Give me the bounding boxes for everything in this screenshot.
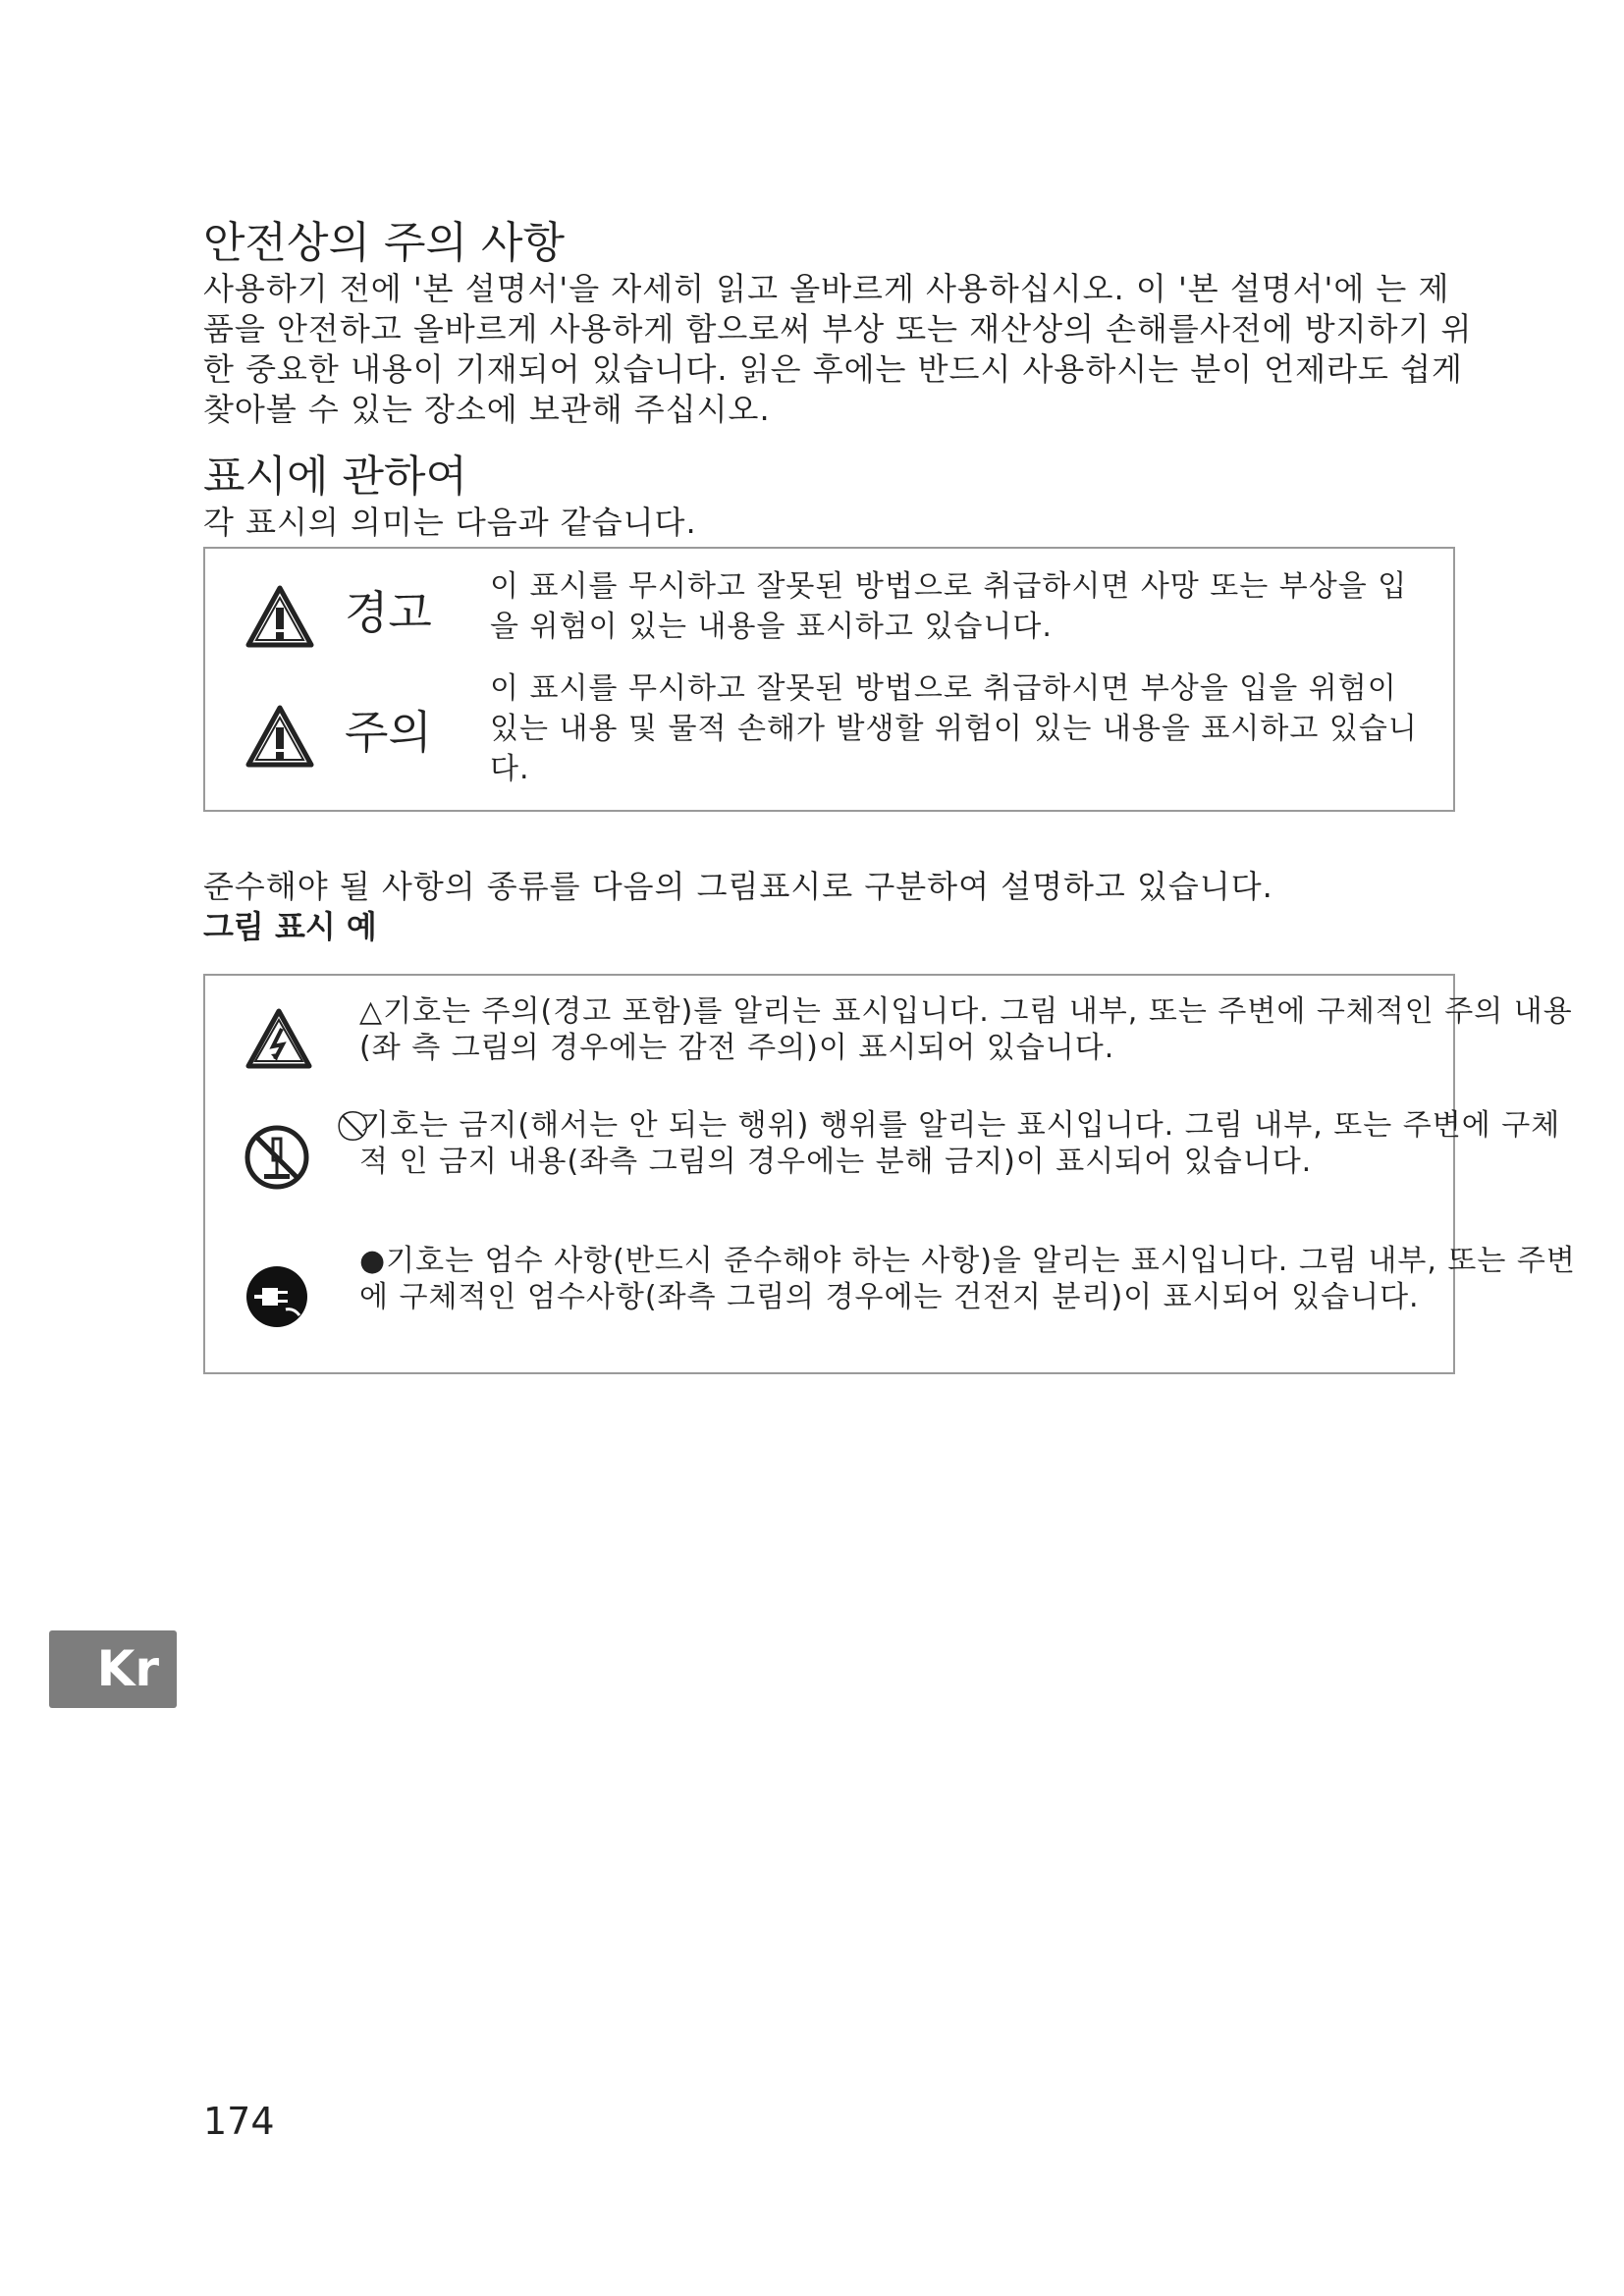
unplug-instruction-icon	[243, 1262, 311, 1331]
warning-text: 이 표시를 무시하고 잘못된 방법으로 취급하시면 사망 또는 부상을 입을 위험이 있는 내용을 표시하고 있습니다.	[490, 569, 1408, 644]
language-tab: Kr	[49, 1630, 177, 1708]
example-caution-text: △기호는 주의(경고 포함)를 알리는 표시입니다. 그림 내부, 또는 주변에 구체적인 주의 내용(좌 측 그림의 경우에는 감전 주의)이 표시되어 있습니다.	[359, 994, 1573, 1065]
safety-section	[203, 218, 1480, 430]
no-disassembly-icon	[243, 1123, 311, 1192]
caution-text: 이 표시를 무시하고 잘못된 방법으로 취급하시면 부상을 입을 위험이 있는 내용 및 물적 손해가 발생할 위험이 있는 내용을 표시하고 있습니다.	[490, 671, 1418, 786]
examples-box	[203, 974, 1576, 1374]
safety-paragraph: 사용하기 전에 '본 설명서'을 자세히 읽고 올바르게 사용하십시오. 이 '본 설명서'에 는 제품을 안전하고 올바르게 사용하게 함으로써 부상 또는 재산상의 손해를사전에 방지하기 위한 중요한 내용이 기재되어 있습니다. 읽은 후에는 반드시 사용하시는 분이 언제라도 쉽게 찾아볼 수 있는 장소에 보관해 주십시오.	[203, 270, 1473, 428]
warning-label: 경고	[345, 586, 432, 639]
signs-intro: 각 표시의 의미는 다음과 같습니다.	[203, 504, 697, 541]
examples-subtitle: 그림 표시 예	[203, 908, 377, 945]
safety-title: 안전상의 주의 사항	[203, 218, 566, 268]
signs-section	[203, 452, 1480, 543]
example-prohibition-text: ⃠기호는 금지(해서는 안 되는 행위) 행위를 알리는 표시입니다. 그림 내부, 또는 주변에 구체적 인 금지 내용(좌측 그림의 경우에는 분해 금지)이 표시되어 있습니다.	[359, 1108, 1561, 1179]
warning-triangle-icon	[244, 584, 315, 649]
example-mandatory-text: ●기호는 엄수 사항(반드시 준수해야 하는 사항)을 알리는 표시입니다. 그림 내부, 또는 주변에 구체적인 엄수사항(좌측 그림의 경우에는 건전지 분리)이 표시되어 있습니다.	[359, 1244, 1576, 1314]
examples-intro: 준수해야 될 사항의 종류를 다음의 그림표시로 구분하여 설명하고 있습니다.	[203, 868, 1273, 905]
examples-section	[203, 867, 1480, 947]
page-number: 174	[203, 2100, 275, 2143]
electric-shock-triangle-icon	[244, 1007, 313, 1070]
signs-box	[203, 547, 1455, 812]
signs-title: 표시에 관하여	[203, 452, 468, 502]
caution-label: 주의	[345, 706, 432, 759]
caution-triangle-icon	[244, 704, 315, 769]
